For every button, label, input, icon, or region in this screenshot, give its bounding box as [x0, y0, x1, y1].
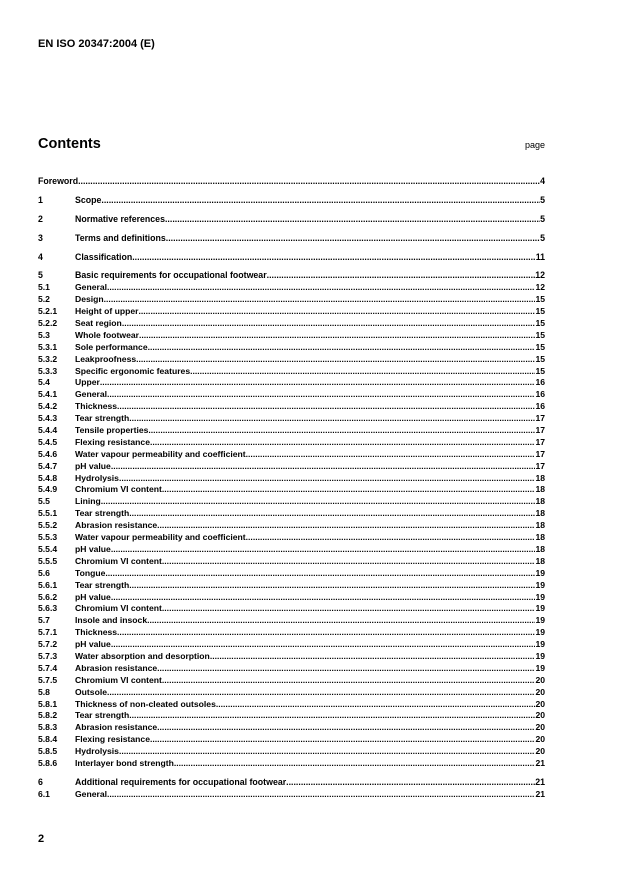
toc-dot-leader [165, 214, 540, 226]
toc-entry[interactable] [38, 366, 545, 378]
toc-entry[interactable] [38, 627, 545, 639]
toc-dot-leader [139, 330, 535, 342]
toc-entry[interactable] [38, 746, 545, 758]
toc-entry-title: Tear strength [75, 710, 130, 721]
toc-entry-title: Tongue [75, 567, 106, 578]
toc-entry-page: 20 [535, 722, 545, 733]
toc-entry[interactable] [38, 473, 545, 485]
toc-entry-number: 5.5.5 [38, 555, 58, 566]
toc-entry-number: 5.8.3 [38, 722, 58, 733]
toc-entry-title: Sole performance [75, 341, 148, 352]
toc-entry[interactable] [38, 544, 545, 556]
toc-dot-leader [210, 651, 536, 663]
toc-entry[interactable] [38, 710, 545, 722]
toc-entry-page: 21 [535, 757, 545, 768]
toc-entry-page: 17 [535, 460, 545, 471]
toc-entry-title: Terms and definitions [75, 232, 166, 243]
toc-dot-leader [162, 556, 536, 568]
toc-dot-leader [246, 449, 536, 461]
toc-dot-leader [150, 437, 535, 449]
toc-entry-title: Water absorption and desorption [75, 650, 210, 661]
toc-dot-leader [101, 496, 536, 508]
toc-entry[interactable] [38, 722, 545, 734]
toc-entry[interactable] [38, 663, 545, 675]
toc-entry-page: 18 [535, 508, 545, 519]
toc-entry-page: 17 [535, 413, 545, 424]
toc-entry-title: Upper [75, 377, 100, 388]
toc-dot-leader [139, 306, 536, 318]
toc-entry-number: 5.6.3 [38, 603, 58, 614]
toc-entry[interactable] [38, 615, 545, 627]
toc-entry[interactable] [38, 401, 545, 413]
toc-entry-title: Water vapour permeability and coefficient [75, 448, 246, 459]
toc-entry-number: 5.6 [38, 567, 50, 578]
toc-entry-page: 20 [535, 686, 545, 697]
page-column-label: page [524, 140, 545, 150]
toc-entry-number: 5.7 [38, 615, 50, 626]
toc-entry-title: Thickness [75, 401, 118, 412]
toc-entry-title: Scope [75, 194, 102, 205]
toc-entry-page: 19 [535, 615, 545, 626]
toc-entry[interactable] [38, 496, 545, 508]
toc-entry-page: 4 [540, 176, 545, 186]
toc-entry-title: Interlayer bond strength [75, 757, 174, 768]
toc-entry[interactable] [38, 556, 545, 568]
contents-title: Contents [38, 136, 101, 152]
toc-entry-title: Thickness [75, 627, 118, 638]
toc-entry-title: Seat region [75, 318, 122, 329]
toc-entry[interactable] [38, 734, 545, 746]
toc-dot-leader [267, 270, 536, 282]
toc-entry-page: 19 [535, 627, 545, 638]
toc-entry-title: General [75, 788, 108, 799]
toc-entry-number: 5.4.2 [38, 401, 58, 412]
toc-entry[interactable] [38, 377, 545, 389]
toc-entry[interactable] [38, 532, 545, 544]
toc-entry-number: 2 [38, 213, 43, 224]
toc-entry-page: 18 [535, 555, 545, 566]
toc-entry-title: pH value [75, 639, 111, 650]
toc-entry[interactable] [38, 306, 545, 318]
toc-entry[interactable] [38, 699, 545, 711]
toc-entry[interactable] [38, 777, 545, 789]
toc-entry[interactable] [38, 318, 545, 330]
toc-entry-number: 5.3.1 [38, 341, 58, 352]
toc-entry-page: 19 [535, 662, 545, 673]
toc-dot-leader [78, 176, 540, 188]
toc-entry-number: 5.4 [38, 377, 50, 388]
toc-entry[interactable] [38, 568, 545, 580]
toc-entry[interactable] [38, 651, 545, 663]
toc-entry-page: 19 [535, 650, 545, 661]
toc-entry-number: 5.4.9 [38, 484, 58, 495]
toc-entry-page: 18 [535, 532, 545, 543]
toc-dot-leader [132, 252, 535, 264]
toc-entry-number: 5.7.5 [38, 674, 58, 685]
toc-entry[interactable] [38, 639, 545, 651]
toc-entry[interactable] [38, 233, 545, 245]
toc-entry[interactable] [38, 687, 545, 699]
toc-entry-page: 21 [535, 776, 545, 787]
toc-entry-title: Tear strength [75, 508, 130, 519]
toc-dot-leader [107, 282, 535, 294]
toc-dot-leader [166, 233, 540, 245]
toc-dot-leader [286, 777, 535, 789]
toc-dot-leader [111, 639, 536, 651]
toc-entry-number: 5.5.1 [38, 508, 58, 519]
toc-entry-number: 5.5 [38, 496, 50, 507]
toc-entry-title: Classification [75, 251, 133, 262]
toc-dot-leader [246, 532, 536, 544]
toc-entry[interactable] [38, 508, 545, 520]
toc-entry-title: Basic requirements for occupational footwear [75, 270, 267, 281]
toc-entry-page: 5 [540, 232, 545, 243]
toc-entry[interactable] [38, 330, 545, 342]
toc-entry[interactable] [38, 758, 545, 770]
toc-dot-leader [162, 484, 536, 496]
toc-entry[interactable] [38, 461, 545, 473]
toc-entry-title: Foreword [38, 176, 79, 186]
toc-entry-number: 5.1 [38, 282, 50, 293]
toc-entry-page: 16 [535, 377, 545, 388]
toc-entry-title: Normative references [75, 213, 165, 224]
toc-entry[interactable] [38, 252, 545, 264]
toc-dot-leader [216, 699, 536, 711]
toc-entry-title: pH value [75, 591, 111, 602]
toc-entry-number: 5.8.1 [38, 698, 58, 709]
toc-dot-leader [129, 710, 535, 722]
toc-entry[interactable] [38, 176, 545, 188]
toc-entry-title: Abrasion resistance [75, 722, 158, 733]
document-header: EN ISO 20347:2004 (E) [38, 38, 155, 50]
toc-entry-title: Thickness of non-cleated outsoles [75, 698, 216, 709]
toc-entry-title: Flexing resistance [75, 734, 150, 745]
toc-entry-title: Abrasion resistance [75, 520, 158, 531]
toc-entry-number: 5.4.5 [38, 436, 58, 447]
toc-entry-title: Chromium VI content [75, 674, 162, 685]
toc-entry-number: 5.8.6 [38, 757, 58, 768]
toc-entry-number: 5.4.7 [38, 460, 58, 471]
toc-dot-leader [129, 508, 535, 520]
toc-entry-page: 18 [535, 496, 545, 507]
toc-entry-number: 5.3.2 [38, 353, 58, 364]
toc-dot-leader [104, 294, 536, 306]
toc-entry-title: Tear strength [75, 579, 130, 590]
toc-entry[interactable] [38, 603, 545, 615]
toc-entry[interactable] [38, 195, 545, 207]
toc-entry[interactable] [38, 675, 545, 687]
toc-dot-leader [162, 603, 536, 615]
toc-entry-page: 5 [540, 194, 545, 205]
toc-entry-page: 20 [535, 734, 545, 745]
toc-entry[interactable] [38, 789, 545, 801]
toc-entry-page: 18 [535, 472, 545, 483]
toc-entry-number: 5.6.1 [38, 579, 58, 590]
toc-entry-title: Chromium VI content [75, 555, 162, 566]
toc-dot-leader [105, 568, 535, 580]
toc-entry-title: Additional requirements for occupational footwear [75, 776, 287, 787]
toc-entry-number: 5.8 [38, 686, 50, 697]
toc-entry[interactable] [38, 449, 545, 461]
toc-entry[interactable] [38, 282, 545, 294]
toc-entry[interactable] [38, 580, 545, 592]
toc-entry-page: 19 [535, 567, 545, 578]
toc-entry-title: General [75, 282, 108, 293]
toc-entry-page: 15 [535, 329, 545, 340]
toc-entry-page: 15 [535, 294, 545, 305]
toc-entry[interactable] [38, 214, 545, 226]
toc-dot-leader [190, 366, 535, 378]
toc-entry[interactable] [38, 437, 545, 449]
toc-dot-leader [129, 413, 535, 425]
toc-entry-page: 16 [535, 389, 545, 400]
toc-entry-page: 17 [535, 436, 545, 447]
toc-entry-title: Flexing resistance [75, 436, 150, 447]
toc-entry-title: Hydrolysis [75, 746, 119, 757]
toc-entry-number: 5.6.2 [38, 591, 58, 602]
toc-dot-leader [129, 580, 535, 592]
toc-dot-leader [147, 615, 535, 627]
toc-entry-page: 18 [535, 520, 545, 531]
toc-dot-leader [119, 746, 535, 758]
toc-entry-page: 12 [535, 270, 545, 281]
toc-entry-title: Outsole [75, 686, 107, 697]
toc-entry-title: General [75, 389, 108, 400]
toc-entry-page: 15 [535, 341, 545, 352]
toc-entry[interactable] [38, 270, 545, 282]
toc-entry-page: 18 [535, 543, 545, 554]
toc-entry[interactable] [38, 520, 545, 532]
toc-entry-title: Specific ergonomic features [75, 365, 191, 376]
toc-entry-page: 20 [535, 746, 545, 757]
toc-entry-page: 11 [535, 251, 545, 262]
toc-entry-number: 5.2.1 [38, 306, 58, 317]
toc-entry-number: 5.7.4 [38, 662, 58, 673]
toc-entry-number: 3 [38, 232, 43, 243]
toc-entry-page: 19 [535, 603, 545, 614]
toc-entry-page: 19 [535, 639, 545, 650]
toc-dot-leader [107, 389, 535, 401]
toc-entry-title: Leakproofness [75, 353, 137, 364]
toc-entry-number: 5.4.1 [38, 389, 58, 400]
toc-entry-title: Chromium VI content [75, 484, 162, 495]
toc-entry-title: pH value [75, 543, 111, 554]
toc-dot-leader [157, 520, 535, 532]
toc-entry-title: Abrasion resistance [75, 662, 158, 673]
page-number: 2 [38, 833, 45, 845]
toc-dot-leader [122, 318, 536, 330]
toc-entry-page: 20 [535, 674, 545, 685]
toc-dot-leader [107, 687, 535, 699]
toc-entry-title: Lining [75, 496, 101, 507]
toc-entry-page: 17 [535, 448, 545, 459]
toc-entry-number: 5.4.6 [38, 448, 58, 459]
toc-entry-number: 6.1 [38, 788, 50, 799]
toc-entry-title: Design [75, 294, 104, 305]
toc-entry-title: Chromium VI content [75, 603, 162, 614]
toc-entry-number: 5.8.5 [38, 746, 58, 757]
toc-entry-page: 20 [535, 698, 545, 709]
toc-entry-title: Tensile properties [75, 425, 149, 436]
toc-dot-leader [148, 425, 535, 437]
toc-entry-page: 15 [535, 365, 545, 376]
toc-entry-number: 5.4.3 [38, 413, 58, 424]
toc-dot-leader [136, 354, 535, 366]
toc-dot-leader [174, 758, 536, 770]
toc-dot-leader [162, 675, 536, 687]
toc-dot-leader [117, 401, 535, 413]
toc-entry-title: Insole and insock [75, 615, 148, 626]
toc-entry-number: 5.7.2 [38, 639, 58, 650]
toc-entry-number: 5.8.4 [38, 734, 58, 745]
toc-entry-number: 5.4.8 [38, 472, 58, 483]
toc-entry-page: 15 [535, 306, 545, 317]
toc-dot-leader [150, 734, 535, 746]
toc-dot-leader [100, 377, 536, 389]
toc-entry-title: pH value [75, 460, 111, 471]
toc-entry-title: Tear strength [75, 413, 130, 424]
toc-entry-title: Whole footwear [75, 329, 139, 340]
toc-entry-number: 5.5.3 [38, 532, 58, 543]
toc-entry-page: 19 [535, 579, 545, 590]
toc-entry-page: 20 [535, 710, 545, 721]
toc-dot-leader [101, 195, 540, 207]
toc-entry-page: 15 [535, 353, 545, 364]
toc-entry-page: 19 [535, 591, 545, 602]
toc-entry-title: Height of upper [75, 306, 139, 317]
toc-entry[interactable] [38, 425, 545, 437]
toc-entry-number: 5.5.4 [38, 543, 58, 554]
toc-dot-leader [157, 722, 535, 734]
toc-entry-number: 5.2.2 [38, 318, 58, 329]
toc-entry-title: Hydrolysis [75, 472, 119, 483]
toc-entry-page: 17 [535, 425, 545, 436]
toc-entry[interactable] [38, 413, 545, 425]
toc-entry-number: 5 [38, 270, 43, 281]
toc-entry-number: 5.7.1 [38, 627, 58, 638]
toc-entry-number: 4 [38, 251, 43, 262]
toc-entry-number: 6 [38, 776, 43, 787]
toc-dot-leader [107, 789, 535, 801]
toc-entry-number: 5.5.2 [38, 520, 58, 531]
toc-entry-page: 15 [535, 318, 545, 329]
table-of-contents [38, 176, 545, 801]
toc-entry-page: 18 [535, 484, 545, 495]
toc-dot-leader [111, 592, 536, 604]
toc-entry-page: 16 [535, 401, 545, 412]
toc-entry-title: Water vapour permeability and coefficient [75, 532, 246, 543]
toc-entry[interactable] [38, 342, 545, 354]
toc-entry-page: 12 [535, 282, 545, 293]
toc-dot-leader [119, 473, 535, 485]
toc-dot-leader [117, 627, 535, 639]
toc-entry[interactable] [38, 294, 545, 306]
toc-entry-number: 5.3 [38, 329, 50, 340]
toc-dot-leader [111, 461, 536, 473]
toc-entry[interactable] [38, 354, 545, 366]
toc-entry-page: 21 [535, 788, 545, 799]
toc-entry[interactable] [38, 484, 545, 496]
toc-entry-page: 5 [540, 213, 545, 224]
toc-entry-number: 5.8.2 [38, 710, 58, 721]
toc-entry-number: 1 [38, 194, 43, 205]
toc-entry-number: 5.7.3 [38, 650, 58, 661]
toc-entry[interactable] [38, 389, 545, 401]
toc-entry-number: 5.3.3 [38, 365, 58, 376]
toc-entry-number: 5.2 [38, 294, 50, 305]
toc-dot-leader [148, 342, 536, 354]
toc-entry-number: 5.4.4 [38, 425, 58, 436]
toc-dot-leader [157, 663, 535, 675]
toc-entry[interactable] [38, 592, 545, 604]
toc-dot-leader [111, 544, 536, 556]
